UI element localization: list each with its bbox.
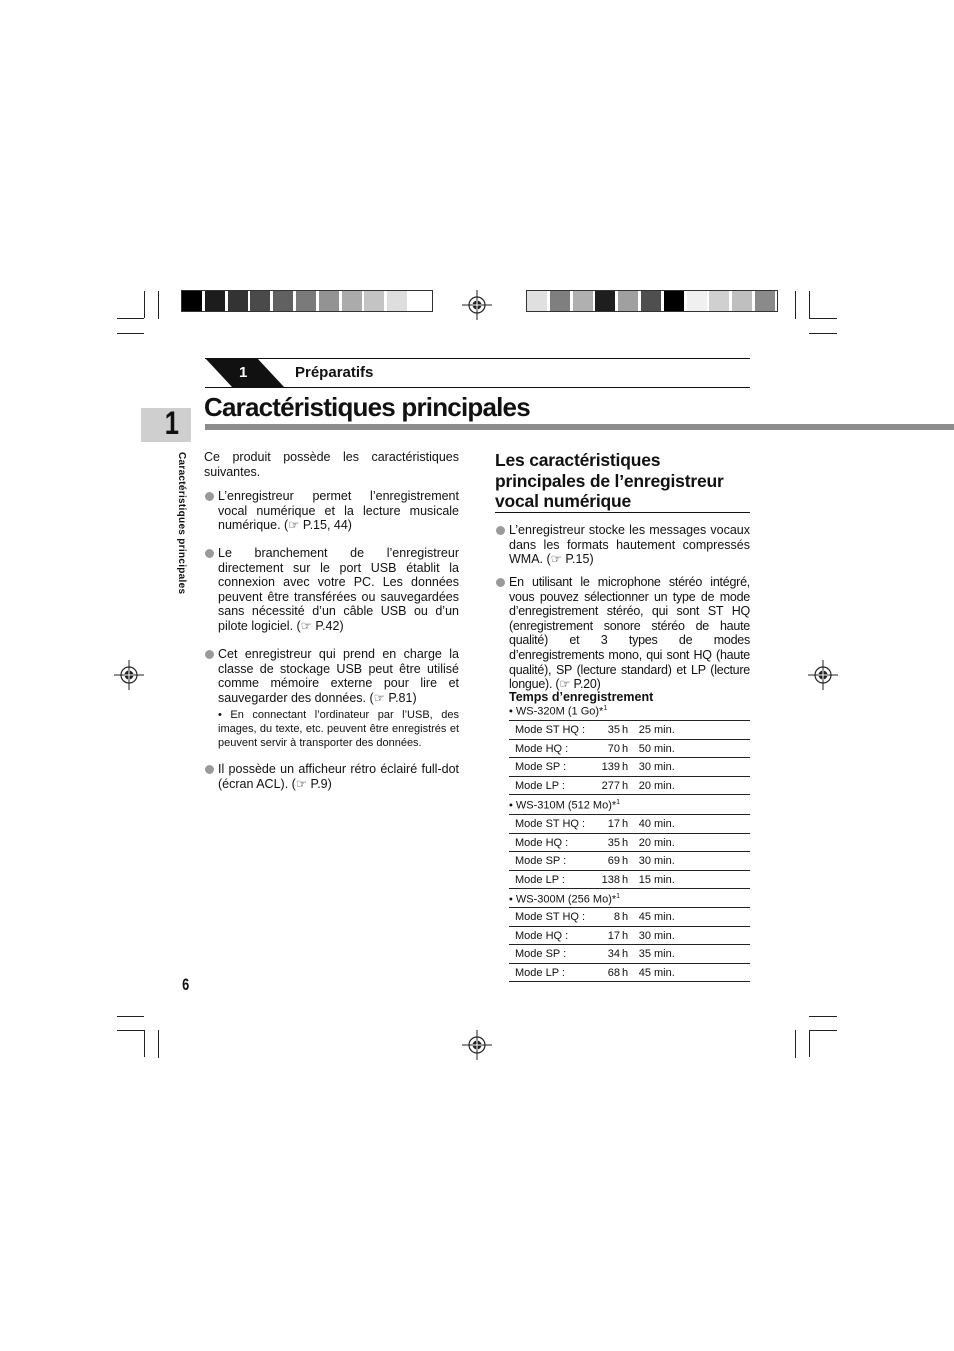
mode-cell: Mode ST HQ : [515,724,586,736]
crop-mark [809,1030,837,1031]
hours-cell: 17 [607,818,620,830]
bullet-dot [205,650,214,659]
recording-time-table [509,907,750,982]
mode-cell: Mode HQ : [515,929,569,942]
side-vertical-label: Caractéristiques principales [176,452,187,595]
table-row [509,834,750,853]
minutes-unit: min. [654,724,675,736]
minutes-unit: min. [654,818,675,830]
feature-bullet-2: Le branchement de l’enregistreur directement sur le port USB établit la connexion avec votre PC. Les données peuvent être transférées ou sauvegardées sans nécessité d’un câble USB ou d’un pilote logiciel. (☞ P.42) [218,546,459,633]
hours-unit: h [622,742,629,755]
minutes-unit: min. [654,966,675,979]
bullet-dot [205,492,214,501]
mode-cell: Mode SP : [515,855,567,867]
crop-mark [117,1030,144,1031]
table-row [509,720,750,740]
mode-cell: Mode SP : [515,761,567,773]
hours-cell: 138 [601,873,620,886]
mode-cell: Mode LP : [515,779,565,792]
crop-mark [144,1030,145,1057]
registration-mark-icon [462,1030,492,1060]
crop-mark [158,1030,159,1058]
hours-unit: h [622,911,629,923]
page-number: 6 [182,975,190,994]
table-row [509,852,750,871]
crop-mark [809,1030,810,1057]
hours-unit: h [622,724,629,736]
section-number: 1 [239,364,248,381]
table-row [509,758,750,777]
bullet-dot [496,526,505,535]
hours-cell: 34 [607,948,620,960]
recording-time-table [509,720,750,795]
model-label: • WS-300M (256 Mo)*$^1$ [509,893,621,906]
crop-mark [809,318,837,319]
title-rule [205,424,954,430]
minutes-cell: 45 [638,966,651,979]
minutes-unit: min. [654,742,675,755]
section-title: Préparatifs [295,364,374,381]
table-row [509,740,750,759]
table-row [509,907,750,927]
hours-cell: 35 [607,724,620,736]
model-label: • WS-320M (1 Go)*$^1$ [509,705,608,718]
minutes-cell: 30 [638,929,651,942]
sub-note: • En connectant l’ordinateur par l’USB, des images, du texte, etc. peuvent être enregistrés et peuvent servir à transporter des données. [218,709,459,749]
hours-unit: h [622,761,629,773]
swatch-frame [181,290,433,312]
hours-cell: 35 [607,836,620,849]
table-row [509,945,750,964]
hours-unit: h [622,966,629,979]
crop-mark [144,291,145,318]
minutes-unit: min. [654,948,675,960]
hours-unit: h [622,855,629,867]
hours-unit: h [622,873,629,886]
hours-cell: 70 [607,742,620,755]
hours-cell: 68 [607,966,620,979]
crop-mark [795,1030,796,1058]
minutes-cell: 15 [638,873,651,886]
hours-cell: 17 [607,929,620,942]
registration-mark-icon [462,290,492,320]
hours-cell: 69 [607,855,620,867]
hours-cell: 8 [613,911,620,923]
mode-cell: Mode HQ : [515,836,569,849]
recording-time-title: Temps d’enregistrement [509,690,654,704]
minutes-unit: min. [654,779,675,792]
minutes-cell: 30 [638,855,651,867]
minutes-unit: min. [654,911,675,923]
mode-cell: Mode LP : [515,873,565,886]
hours-cell: 277 [601,779,620,792]
minutes-cell: 30 [638,761,651,773]
table-row [509,777,750,796]
recorder-bullet-2: En utilisant le microphone stéréo intégré, vous pouvez sélectionner un type de mode d’enregistrement stéréo, qui sont ST HQ (enregistrement sonore stéréo de haute qualité) et 3 types de modes d’enregistrements mono, qui sont HQ (haute qualité), SP (lecture standard) et LP (lecture longue). (☞ P.20) [509,575,750,692]
minutes-cell: 50 [638,742,651,755]
feature-bullet-4: Il possède un afficheur rétro éclairé full-dot (écran ACL). (☞ P.9) [218,762,459,791]
table-row [509,871,750,890]
table-row [509,814,750,834]
mode-cell: Mode ST HQ : [515,818,586,830]
recording-time-table [509,814,750,889]
hours-unit: h [622,818,629,830]
intro-text: Ce produit possède les caractéristiques suivantes. [204,450,459,479]
mode-cell: Mode ST HQ : [515,911,586,923]
table-row [509,964,750,983]
crop-mark [809,1016,837,1017]
bullet-dot [496,578,505,587]
minutes-unit: min. [654,761,675,773]
minutes-unit: min. [654,929,675,942]
minutes-cell: 45 [638,911,651,923]
section-header [205,358,750,388]
minutes-cell: 35 [638,948,651,960]
mode-cell: Mode HQ : [515,742,569,755]
bullet-dot [205,549,214,558]
registration-mark-icon [808,660,838,690]
minutes-cell: 20 [638,779,651,792]
minutes-unit: min. [654,873,675,886]
side-chapter-number: 1 [164,405,180,441]
minutes-cell: 25 [638,724,651,736]
swatch-frame [526,290,778,312]
crop-mark [158,291,159,319]
crop-mark [809,333,837,334]
page-title: Caractéristiques principales [204,392,530,422]
table-row [509,927,750,946]
heading-underline [495,512,750,513]
crop-mark [809,291,810,318]
hours-unit: h [622,836,629,849]
minutes-cell: 40 [638,818,651,830]
model-label: • WS-310M (512 Mo)*$^1$ [509,799,621,812]
feature-bullet-3: Cet enregistreur qui prend en charge la classe de stockage USB peut être utilisé comme mémoire externe pour lire et sauvegarder des données. (☞ P.81) [218,647,459,705]
crop-mark [117,333,144,334]
registration-mark-icon [114,660,144,690]
bullet-dot [205,765,214,774]
recorder-bullet-1: L’enregistreur stocke les messages vocaux dans les formats hautement compressés WMA. (☞ P.15) [509,523,750,567]
feature-bullet-1: L’enregistreur permet l’enregistrement vocal numérique et la lecture musicale numérique. (☞ P.15, 44) [218,489,459,533]
hours-unit: h [622,948,629,960]
hours-unit: h [622,929,629,942]
hours-unit: h [622,779,629,792]
hours-cell: 139 [601,761,620,773]
mode-cell: Mode SP : [515,948,567,960]
minutes-unit: min. [654,855,675,867]
crop-mark [117,318,144,319]
right-heading: Les caractéristiques principales de l’enregistreur vocal numérique [495,450,724,511]
mode-cell: Mode LP : [515,966,565,979]
minutes-unit: min. [654,836,675,849]
crop-mark [117,1016,144,1017]
minutes-cell: 20 [638,836,651,849]
crop-mark [795,291,796,319]
